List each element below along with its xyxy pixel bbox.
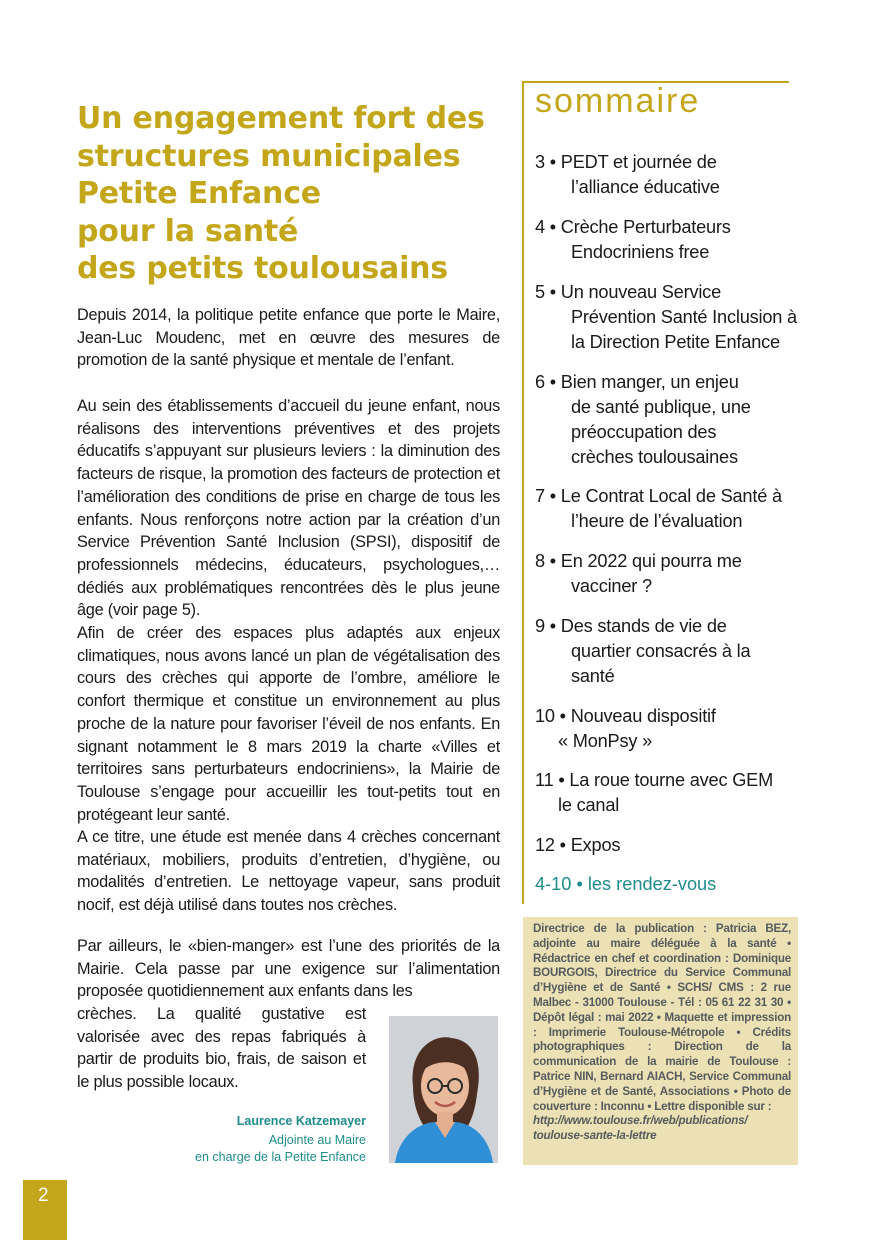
toc-item-title: « MonPsy » xyxy=(558,731,653,751)
toc-item-title: Un nouveau Service xyxy=(560,282,721,302)
toc-item-title: santé xyxy=(571,666,615,686)
toc-item[interactable] xyxy=(535,215,797,265)
toc-item-title: vacciner ? xyxy=(571,576,652,596)
toc-page-number: 10 • xyxy=(535,706,566,726)
signatory-role-line: en charge de la Petite Enfance xyxy=(195,1150,366,1164)
article-paragraph: A ce titre, une étude est menée dans 4 crèches concernant matériaux, mobiliers, produits d’entretien, d’hygiène, ou modalités d’entretien. Le nettoyage vapeur, sans produit nocif, est déjà utilisé dans toutes nos crèches. xyxy=(77,828,500,915)
toc-item-title: quartier consacrés à la xyxy=(571,641,751,661)
toc-item-title: la Direction Petite Enfance xyxy=(571,332,780,352)
toc-item-title: Bien manger, un enjeu xyxy=(560,372,739,392)
headline-line: structures municipales xyxy=(77,138,461,174)
toc-page-number: 11 • xyxy=(535,770,565,790)
toc-item-title: le canal xyxy=(558,795,620,815)
article-paragraph: Par ailleurs, le «bien-manger» est l’une des priorités de la Mairie. Cela passe par une exigence sur l’alimentation proposée quotidiennement aux enfants dans les xyxy=(77,937,500,1001)
article-paragraph: Afin de créer des espaces plus adaptés aux enjeux climatiques, nous avons lancé un plan de végétalisation des cours des crèches qui apporte de l’ombre, améliore le confort thermique et constitue un environnement au plus proche de la nature pour favoriser l’éveil de nos enfants. En signant notamment le 8 mars 2019 la charte «Villes et territoires sans perturbateurs endocriniens», la Mairie de Toulouse s’engage pour accueillir les tout-petits tout en protégeant leur santé. xyxy=(77,624,500,824)
toc-item-title: Endocriniens free xyxy=(571,242,710,262)
toc-item-title: crèches toulousaines xyxy=(571,447,738,467)
portrait-illustration xyxy=(389,1016,498,1163)
sommaire-side-rule xyxy=(522,81,524,904)
toc-item[interactable] xyxy=(535,768,797,818)
toc-item-title: La roue tourne avec GEM xyxy=(569,770,774,790)
toc-item-title: Crèche Perturbateurs xyxy=(560,217,731,237)
toc-item-title: l’heure de l’évaluation xyxy=(571,511,743,531)
toc-item-title: Le Contrat Local de Santé à xyxy=(560,486,782,506)
headline-line: Petite Enfance xyxy=(77,176,321,211)
toc-item[interactable] xyxy=(535,549,797,599)
toc-item[interactable] xyxy=(535,150,797,200)
toc-item[interactable] xyxy=(535,484,797,534)
toc-item-title: préoccupation des xyxy=(571,422,717,442)
signatory-name: Laurence Katzemayer xyxy=(236,1114,366,1128)
toc-page-number: 9 • xyxy=(535,616,556,636)
toc-page-number: 6 • xyxy=(535,372,556,392)
toc-rendezvous[interactable]: 4-10 • les rendez-vous xyxy=(535,874,717,894)
toc-item[interactable] xyxy=(535,704,797,754)
credits-text xyxy=(533,922,791,1144)
signatory-role-line: Adjointe au Maire xyxy=(268,1133,366,1147)
sommaire-title: sommaire xyxy=(535,82,701,120)
credits-body: Directrice de la publication : Patricia BEZ, adjointe au maire déléguée à la santé • Rédactrice en chef et coordination : Dominique BOURGOIS, Directrice du Service Communal d’Hygiène et de Santé • SCHS/ CMS : 2 rue Malbec - 31000 Toulouse - Tél : 05 61 22 31 30 • Dépôt légal : mai 2022 • Maquette et impression : Imprimerie Toulouse-Métropole • Crédits photographiques : Direction de la communication de la mairie de Toulouse : Patrice NIN, Bernard AIACH, Service Communal d’Hygiène et de Santé, Associations • Photo de couverture : Inconnu • Lettre disponible sur : xyxy=(533,922,791,1113)
toc-item-title: En 2022 qui pourra me xyxy=(560,551,742,571)
toc-page-number: 8 • xyxy=(535,551,556,571)
toc-item-title: PEDT et journée de xyxy=(560,152,717,172)
toc-item[interactable] xyxy=(535,614,797,689)
portrait-photo xyxy=(389,1016,498,1163)
article-paragraph: Au sein des établissements d’accueil du jeune enfant, nous réalisons des interventions préventives et des projets éducatifs s’appuyant sur plusieurs leviers : la diminution des facteurs de risque, la promotion des facteurs de protection et l’amélioration des conditions de prise en charge de tous les enfants. Nous renforçons notre action par la création d’un Service Prévention Santé Inclusion (SPSI), dispositif de professionnels médecins, éducateurs, psychologues,… dédiés aux problématiques rencontrées dès le plus jeune âge (voir page 5). xyxy=(77,397,500,620)
toc-item[interactable] xyxy=(535,280,797,355)
toc-page-number: 5 • xyxy=(535,282,556,302)
toc-item[interactable] xyxy=(535,370,797,470)
signatory-role xyxy=(195,1132,366,1166)
publication-link[interactable]: http://www.toulouse.fr/web/publications/ toulouse-sante-la-lettre xyxy=(533,1114,748,1143)
headline-line: pour la santé xyxy=(77,213,299,249)
toc-item-title: Prévention Santé Inclusion à xyxy=(571,307,797,327)
page-number: 2 xyxy=(38,1185,49,1206)
toc-page-number: 4 • xyxy=(535,217,556,237)
toc-page-number: 3 • xyxy=(535,152,556,172)
toc-item-title: de santé publique, une xyxy=(571,397,751,417)
toc-page-number: 12 • xyxy=(535,835,566,855)
article-paragraph: crèches. La qualité gustative est valorisée avec des repas fabriqués à partir de produits bio, frais, de saison et le plus possible locaux. xyxy=(77,1005,366,1092)
toc-item-title: l’alliance éducative xyxy=(571,177,720,197)
toc-item[interactable] xyxy=(535,833,797,858)
article-paragraph: Depuis 2014, la politique petite enfance que porte le Maire, Jean-Luc Moudenc, met en œuvre des mesures de promotion de la santé physique et mentale de l’enfant. xyxy=(77,306,500,370)
headline-line: des petits toulousains xyxy=(77,251,448,286)
headline-line: Un engagement fort des xyxy=(77,101,485,136)
toc-item-title: Nouveau dispositif xyxy=(570,706,716,726)
toc-item-title: Expos xyxy=(570,835,621,855)
article-headline xyxy=(77,100,507,288)
toc-page-number: 7 • xyxy=(535,486,556,506)
toc-item-title: Des stands de vie de xyxy=(560,616,727,636)
